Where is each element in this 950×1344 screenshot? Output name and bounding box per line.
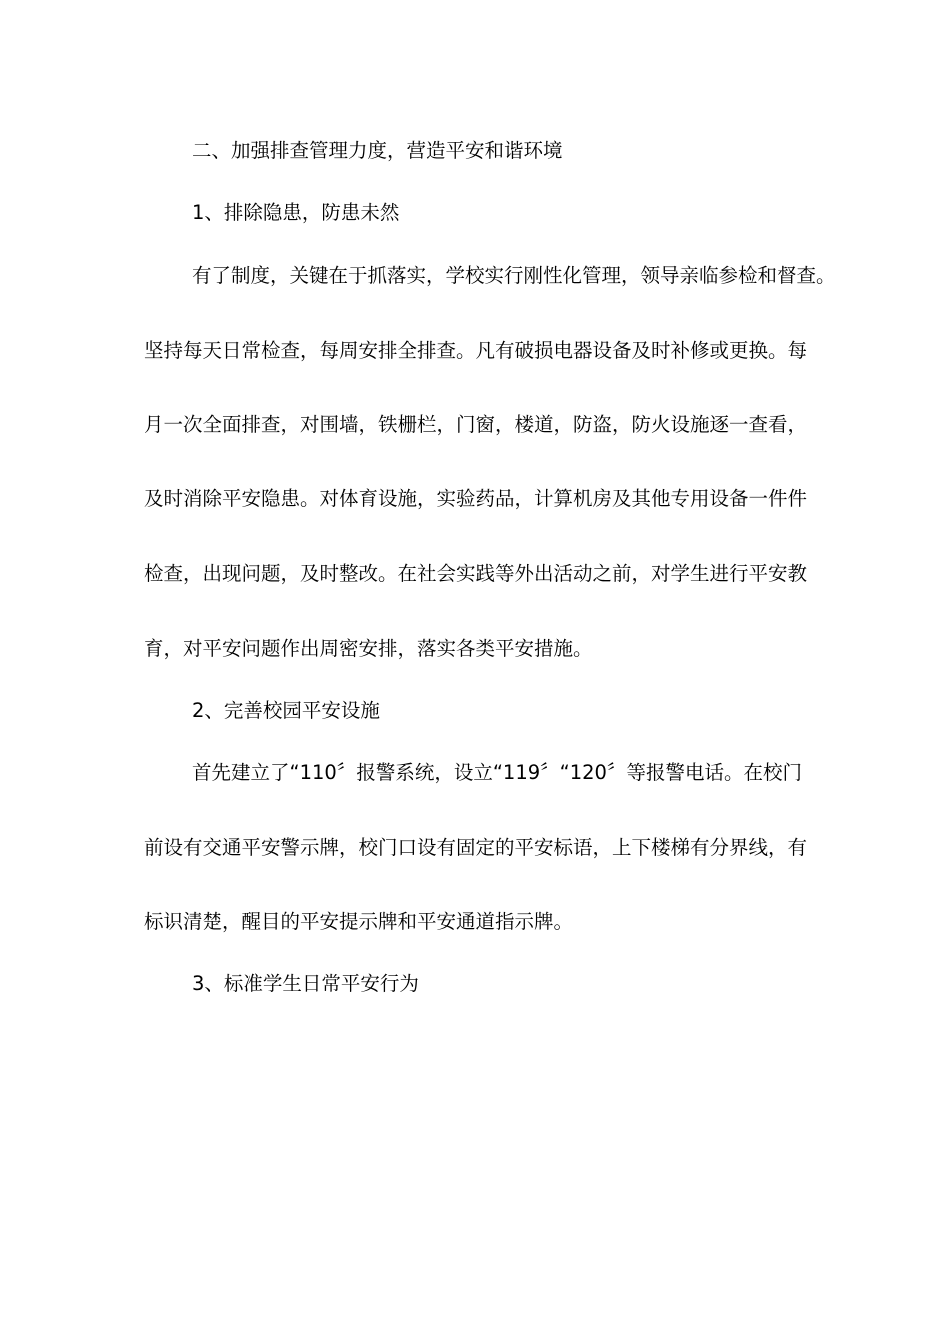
paragraph-line: 前设有交通平安警示牌，校门口设有固定的平安标语，上下楼梯有分界线，有: [144, 836, 808, 859]
paragraph-line: 首先建立了“110〞报警系统，设立“119〞“120〞等报警电话。在校门: [192, 761, 802, 784]
subsection-title-3: 3、标准学生日常平安行为: [192, 972, 419, 995]
paragraph-line: 坚持每天日常检查，每周安排全排查。凡有破损电器设备及时补修或更换。每: [144, 339, 808, 362]
paragraph-line: 有了制度，关键在于抓落实，学校实行刚性化管理，领导亲临参检和督查。: [192, 264, 836, 287]
paragraph-line: 检查，出现问题，及时整改。在社会实践等外出活动之前，对学生进行平安教: [144, 562, 808, 585]
paragraph-line: 及时消除平安隐患。对体育设施，实验药品，计算机房及其他专用设备一件件: [144, 487, 808, 510]
subsection-title-1: 1、排除隐患，防患未然: [192, 201, 400, 224]
paragraph-line: 育，对平安问题作出周密安排，落实各类平安措施。: [144, 637, 593, 660]
paragraph-line: 标识清楚，醒目的平安提示牌和平安通道指示牌。: [144, 910, 574, 933]
section-heading: 二、加强排查管理力度，营造平安和谐环境: [192, 139, 563, 162]
subsection-title-2: 2、完善校园平安设施: [192, 699, 380, 722]
paragraph-line: 月一次全面排查，对围墙，铁栅栏，门窗，楼道，防盗，防火设施逐一查看，: [144, 413, 808, 436]
